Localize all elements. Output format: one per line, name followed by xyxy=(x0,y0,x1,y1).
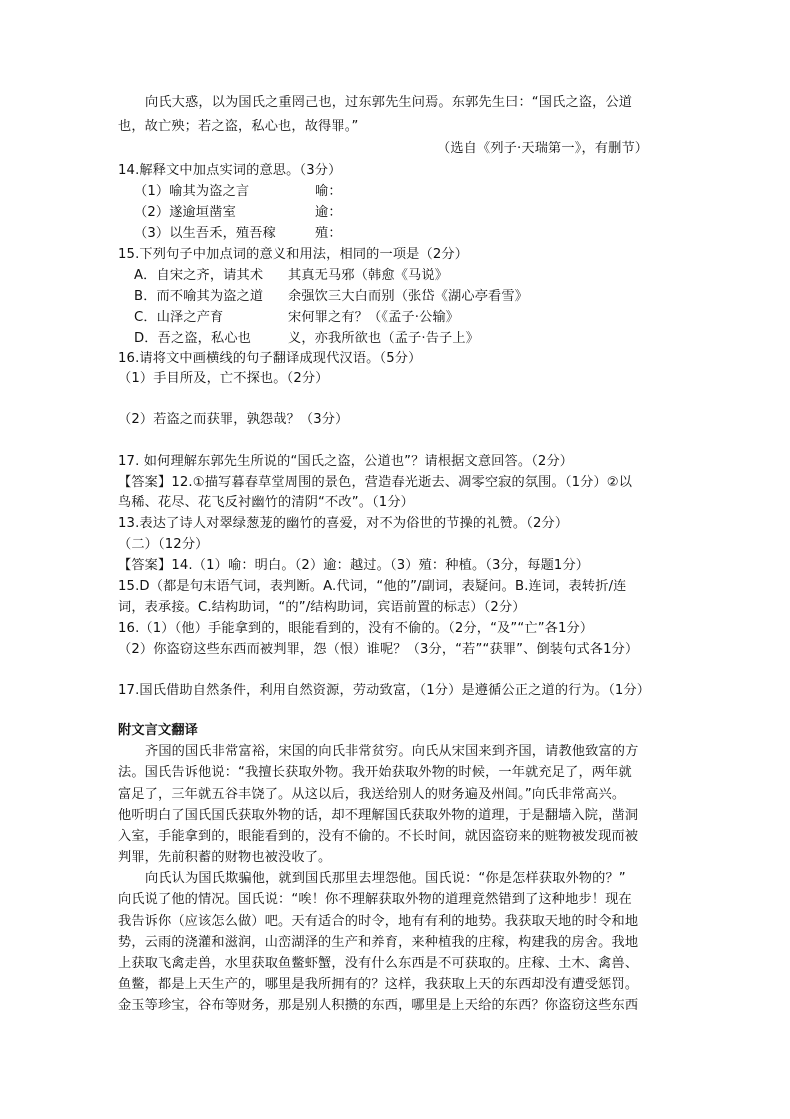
translation-line: 鱼鳖，都是上天生产的，哪里是我所拥有的？这样，我获取上天的东西却没有遭受惩罚。 xyxy=(118,977,639,992)
question-14-blank-3: 殖： xyxy=(315,226,342,241)
question-14-item-1: （1）喻其为盗之言 xyxy=(134,184,250,199)
question-15-option-b: B．而不喻其为盗之道 xyxy=(134,289,264,304)
question-15-option-a: A．自宋之齐，请其术 xyxy=(134,268,264,283)
answer-12-line-1: 【答案】12.①描写暮春草堂周围的景色，营造春光逝去、凋零空寂的氛围。（1分）②以 xyxy=(118,475,633,490)
translation-line: 法。国氏告诉他说：“我擅长获取外物。我开始获取外物的时候，一年就充足了，两年就 xyxy=(118,765,632,780)
question-15-option-d: D．吾之盗，私心也 xyxy=(134,331,252,346)
question-15-option-c-compare: 宋何罪之有？（《孟子·公输》 xyxy=(288,310,460,325)
translation-line: 上获取飞禽走兽，水里获取鱼鳖虾蟹，没有什么东西是不可获取的。庄稼、土木、禽兽、 xyxy=(118,956,639,971)
question-16-item-1: （1）手目所及，亡不探也。（2分） xyxy=(118,371,329,386)
question-17-stem: 17. 如何理解东郭先生所说的“国氏之盗，公道也”？请根据文意回答。（2分） xyxy=(118,454,574,469)
question-15-option-d-compare: 义，亦我所欲也（孟子·告子上》 xyxy=(288,331,480,346)
answer-13: 13.表达了诗人对翠绿葱茏的幽竹的喜爱，对不为俗世的节操的礼赞。（2分） xyxy=(118,516,569,531)
answer-17: 17.国氏借助自然条件，利用自然资源，劳动致富，（1分）是遵循公正之道的行为。（1分） xyxy=(118,683,651,698)
section-2-heading: （二）（12分） xyxy=(118,537,209,552)
translation-line: 向氏认为国氏欺骗他，就到国氏那里去埋怨他。国氏说：“你是怎样获取外物的？” xyxy=(145,871,626,886)
answer-16-2: （2）你盗窃这些东西而被判罪，怨（恨）谁呢？（3分，“若”“获罪”、倒装句式各1分） xyxy=(118,642,639,657)
translation-line: 入室，手能拿到的，眼能看到的，没有不偷的。不长时间，就因盗窃来的赃物被发现而被 xyxy=(118,829,639,844)
translation-line: 齐国的国氏非常富裕，宋国的向氏非常贫穷。向氏从宋国来到齐国，请教他致富的方 xyxy=(145,744,639,759)
question-15-stem: 15.下列句子中加点词的意义和用法，相同的一项是（2分） xyxy=(118,247,469,262)
question-14-blank-2: 逾： xyxy=(315,205,342,220)
translation-line: 富足了，三年就五谷丰饶了。从这以后，我送给别人的财务遍及州闾。”向氏非常高兴。 xyxy=(118,787,626,802)
translation-line: 判罪，先前积蓄的财物也被没收了。 xyxy=(118,850,332,865)
question-15-option-b-compare: 余强饮三大白而别（张岱《湖心亭看雪》 xyxy=(288,289,529,304)
question-14-stem: 14.解释文中加点实词的意思。（3分） xyxy=(118,163,342,178)
question-16-stem: 16.请将文中画横线的句子翻译成现代汉语。（5分） xyxy=(118,351,422,366)
passage-line-1: 向氏大惑，以为国氏之重罔己也，过东郭先生问焉。东郭先生曰：“国氏之盗，公道 xyxy=(145,95,633,110)
translation-line: 向氏说了他的情况。国氏说：“唉！你不理解获取外物的道理竟然错到了这种地步！现在 xyxy=(118,892,632,907)
translation-line: 金玉等珍宝，谷布等财务，那是别人积攒的东西，哪里是上天给的东西？你盗窃这些东西 xyxy=(118,998,639,1013)
question-15-option-a-compare: 其真无马邪（韩愈《马说》 xyxy=(288,268,449,283)
passage-line-2: 也，故亡殃；若之盗，私心也，故得罪。” xyxy=(118,119,359,134)
answer-12-line-2: 鸟稀、花尽、花飞反衬幽竹的清阴“不改”。（1分） xyxy=(118,495,414,510)
translation-line: 我告诉你（应该怎么做）吧。天有适合的时令，地有有利的地势。我获取天地的时令和地 xyxy=(118,914,639,929)
question-15-option-c: C．山泽之产育 xyxy=(134,310,224,325)
answer-15-line-1: 15.D（都是句末语气词，表判断。A.代词，“他的”/副词，表疑问。B.连词，表转折/连 xyxy=(118,579,627,594)
question-16-item-2: （2）若盗之而获罪，孰怨哉？（3分） xyxy=(118,412,349,427)
question-14-item-2: （2）遂逾垣凿室 xyxy=(134,205,236,220)
passage-source: （选自《列子·天瑞第一》，有删节） xyxy=(437,141,649,156)
answer-14: 【答案】14.（1）喻：明白。（2）逾：越过。（3）殖：种植。（3分，每题1分） xyxy=(118,558,590,573)
question-14-blank-1: 喻： xyxy=(315,184,342,199)
translation-line: 他听明白了国氏国氏获取外物的话，却不理解国氏获取外物的道理，于是翻墙入院，凿洞 xyxy=(118,808,639,823)
question-14-item-3: （3）以生吾禾，殖吾稼 xyxy=(134,226,276,241)
answer-16-1: 16.（1）（他）手能拿到的，眼能看到的，没有不偷的。（2分，“及”“亡”各1分） xyxy=(118,621,594,636)
answer-15-line-2: 词，表承接。C.结构助词，“的”/结构助词，宾语前置的标志）（2分） xyxy=(118,600,526,615)
translation-line: 势，云雨的浇灌和滋润，山峦湖泽的生产和养育，来种植我的庄稼，构建我的房舍。我地 xyxy=(118,935,639,950)
translation-heading: 附文言文翻译 xyxy=(118,723,199,738)
